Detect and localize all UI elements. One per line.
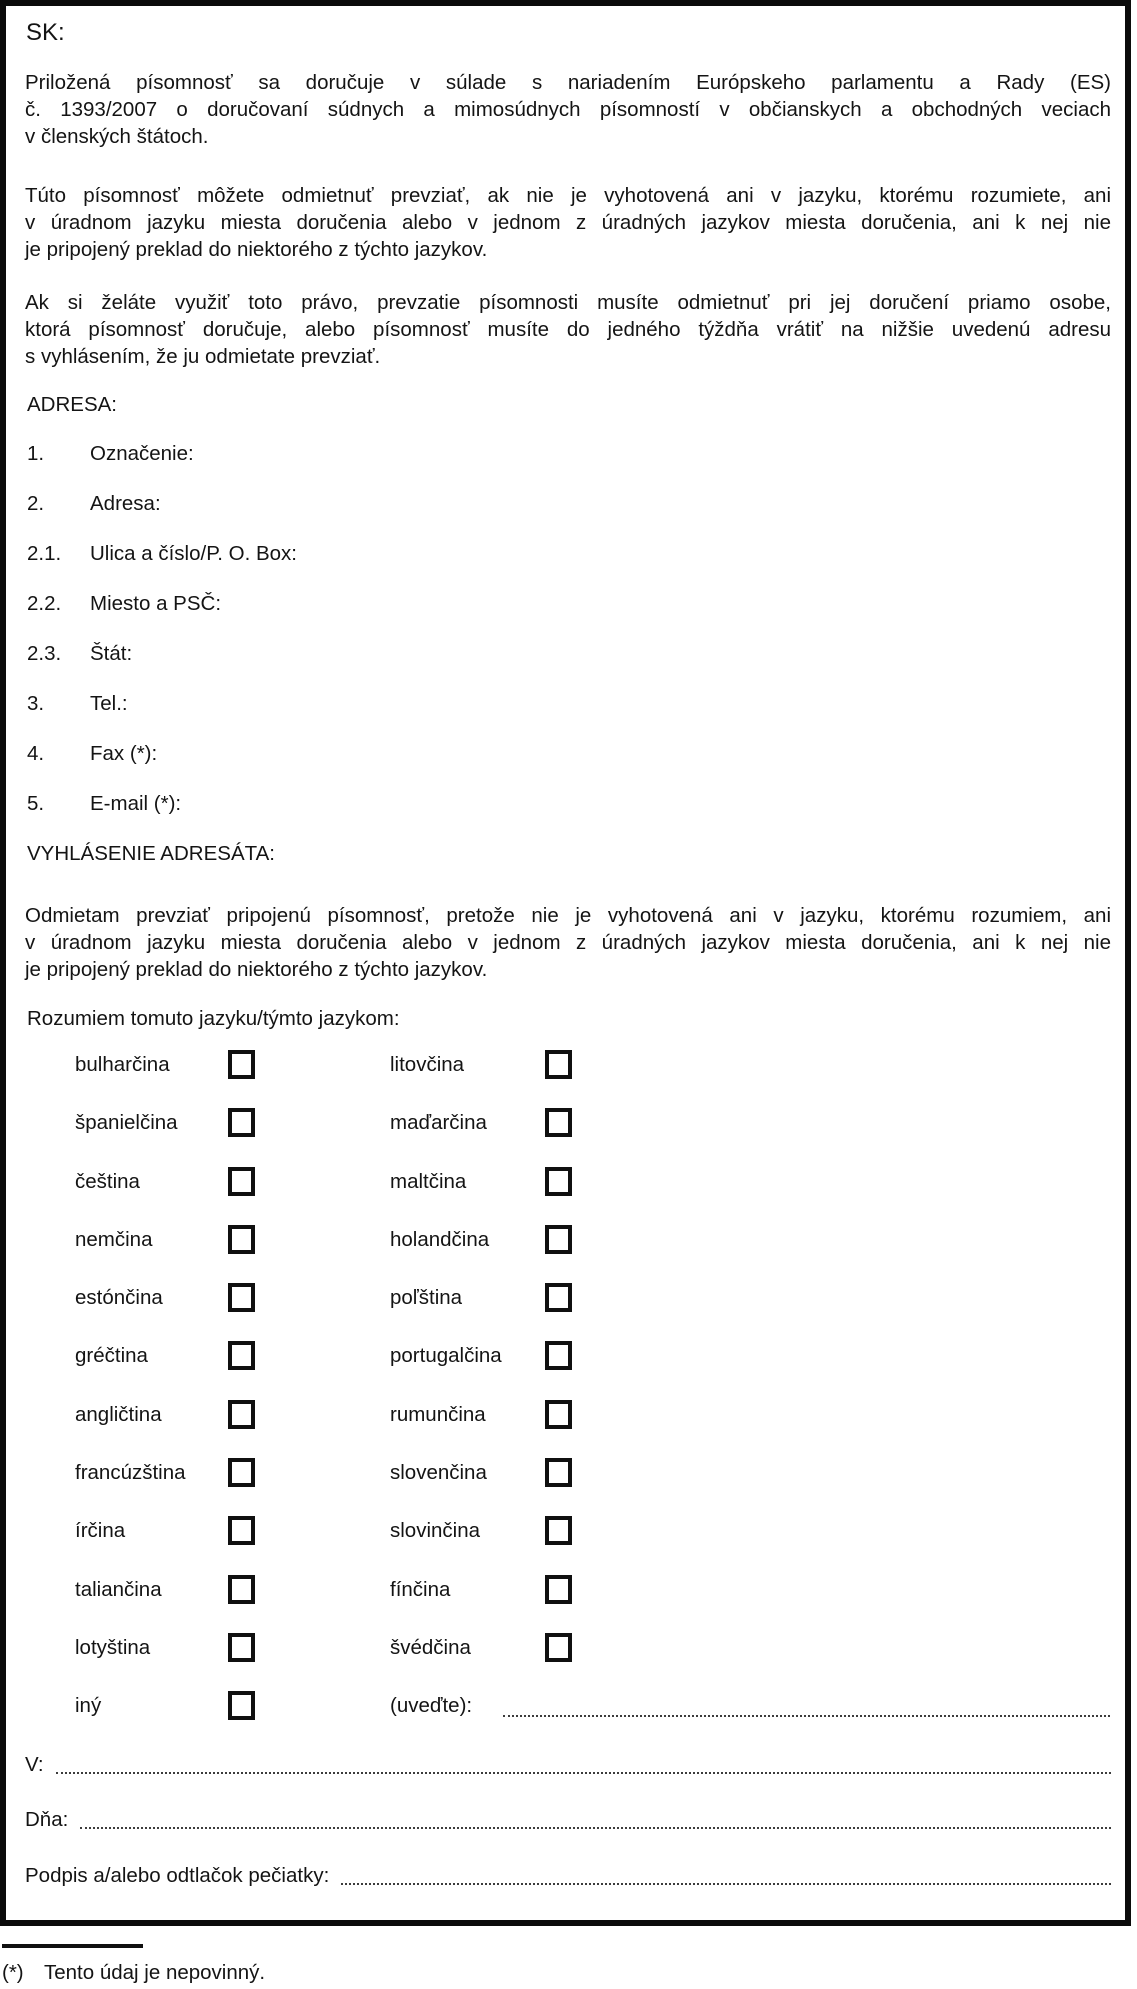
place-fill-line[interactable] xyxy=(56,1751,1111,1774)
checkbox-spanielcina[interactable] xyxy=(228,1108,255,1137)
paragraph-line: je pripojený preklad do niektorého z týchto jazykov. xyxy=(25,958,488,981)
language-label: slovenčina xyxy=(390,1461,487,1484)
paragraph-line: Priložená písomnosť sa doručuje v súlade s nariadením Európskeho parlamentu a Rady (ES) xyxy=(25,71,1111,94)
footnote-rule xyxy=(2,1944,143,1948)
address-field-label: Ulica a číslo/P. O. Box: xyxy=(90,542,297,565)
paragraph-line: Odmietam prevziať pripojenú písomnosť, pretože nie je vyhotovená ani v jazyku, ktorému rozumiem, ani xyxy=(25,904,1111,927)
paragraph-line: s vyhlásením, že ju odmietate prevziať. xyxy=(25,345,381,368)
address-field-row xyxy=(27,640,1107,667)
language-label: holandčina xyxy=(390,1228,490,1251)
signature-field-row xyxy=(25,1862,1111,1889)
intro-paragraph xyxy=(25,69,1111,150)
address-field-label: E-mail (*): xyxy=(90,792,182,815)
address-field-row xyxy=(27,540,1107,567)
language-label: estónčina xyxy=(75,1286,163,1309)
language-row xyxy=(75,1575,1115,1605)
address-field-label: Adresa: xyxy=(90,492,161,515)
place-label: V: xyxy=(25,1753,44,1776)
address-field-row xyxy=(27,440,1107,467)
address-field-number: 2.3. xyxy=(27,642,62,665)
checkbox-iny[interactable] xyxy=(228,1691,255,1720)
checkbox-estoncina[interactable] xyxy=(228,1283,255,1312)
address-field-label: Štát: xyxy=(90,642,133,665)
address-field-number: 2.1. xyxy=(27,542,62,565)
address-field-row xyxy=(27,490,1107,517)
language-label: poľština xyxy=(390,1286,463,1309)
address-field-number: 3. xyxy=(27,692,45,715)
language-label: rumunčina xyxy=(390,1403,486,1426)
address-field-number: 4. xyxy=(27,742,45,765)
checkbox-maltcina[interactable] xyxy=(545,1167,572,1196)
language-row xyxy=(75,1283,1115,1313)
address-field-row xyxy=(27,790,1107,817)
paragraph-line: v úradnom jazyku miesta doručenia alebo v jednom z úradných jazykov miesta doručenia, ani k nej nie xyxy=(25,931,1111,954)
language-label: bulharčina xyxy=(75,1053,170,1076)
language-label: švédčina xyxy=(390,1636,471,1659)
date-fill-line[interactable] xyxy=(80,1806,1111,1829)
language-label: angličtina xyxy=(75,1403,162,1426)
language-label: taliančina xyxy=(75,1578,162,1601)
language-row xyxy=(75,1108,1115,1138)
date-field-row xyxy=(25,1806,1111,1833)
language-label: portugalčina xyxy=(390,1344,502,1367)
paragraph-line: ktorá písomnosť doručuje, alebo písomnosť musíte do jedného týždňa vrátiť na nižšie uvedenú adresu xyxy=(25,318,1111,341)
checkbox-francuzstina[interactable] xyxy=(228,1458,255,1487)
date-label: Dňa: xyxy=(25,1808,69,1831)
address-field-number: 2.2. xyxy=(27,592,62,615)
language-label: gréčtina xyxy=(75,1344,148,1367)
checkbox-svedcina[interactable] xyxy=(545,1633,572,1662)
language-code-label: SK: xyxy=(26,19,65,46)
checkbox-nemcina[interactable] xyxy=(228,1225,255,1254)
address-field-number: 2. xyxy=(27,492,45,515)
language-label: litovčina xyxy=(390,1053,465,1076)
address-field-label: Označenie: xyxy=(90,442,194,465)
refusal-instructions-paragraph xyxy=(25,289,1111,370)
language-row xyxy=(75,1225,1115,1255)
language-row xyxy=(75,1167,1115,1197)
checkbox-litovcina[interactable] xyxy=(545,1050,572,1079)
paragraph-line: je pripojený preklad do niektorého z týchto jazykov. xyxy=(25,238,488,261)
address-field-label: Fax (*): xyxy=(90,742,158,765)
address-field-label: Tel.: xyxy=(90,692,128,715)
checkbox-polstina[interactable] xyxy=(545,1283,572,1312)
address-field-row xyxy=(27,740,1107,767)
language-label: nemčina xyxy=(75,1228,153,1251)
checkbox-slovincina[interactable] xyxy=(545,1516,572,1545)
language-row xyxy=(75,1050,1115,1080)
footnote-text: Tento údaj je nepovinný. xyxy=(44,1961,266,1984)
language-label: maltčina xyxy=(390,1170,467,1193)
languages-intro: Rozumiem tomuto jazyku/týmto jazykom: xyxy=(27,1007,400,1030)
language-row xyxy=(75,1341,1115,1371)
checkbox-rumuncina[interactable] xyxy=(545,1400,572,1429)
language-label: slovinčina xyxy=(390,1519,481,1542)
checkbox-anglictina[interactable] xyxy=(228,1400,255,1429)
refusal-right-paragraph xyxy=(25,182,1111,263)
language-label: írčina xyxy=(75,1519,126,1542)
address-field-number: 5. xyxy=(27,792,45,815)
language-label: iný xyxy=(75,1694,102,1717)
language-label: lotyština xyxy=(75,1636,151,1659)
language-label: fínčina xyxy=(390,1578,451,1601)
checkbox-grectina[interactable] xyxy=(228,1341,255,1370)
language-label: francúzština xyxy=(75,1461,186,1484)
language-label: španielčina xyxy=(75,1111,178,1134)
language-row xyxy=(75,1516,1115,1546)
address-field-number: 1. xyxy=(27,442,45,465)
other-language-fill-line[interactable] xyxy=(503,1691,1110,1717)
checkbox-cestina[interactable] xyxy=(228,1167,255,1196)
footnote-marker: (*) xyxy=(2,1961,24,1984)
declaration-heading: VYHLÁSENIE ADRESÁTA: xyxy=(27,842,275,865)
place-field-row xyxy=(25,1751,1111,1778)
declaration-paragraph xyxy=(25,902,1111,983)
language-label: čeština xyxy=(75,1170,140,1193)
address-field-label: Miesto a PSČ: xyxy=(90,592,222,615)
checkbox-holandcina[interactable] xyxy=(545,1225,572,1254)
checkbox-bulharcina[interactable] xyxy=(228,1050,255,1079)
language-label: maďarčina xyxy=(390,1111,487,1134)
paragraph-line: Ak si želáte využiť toto právo, prevzatie písomnosti musíte odmietnuť pri jej doručení priamo osobe, xyxy=(25,291,1111,314)
checkbox-taliancina[interactable] xyxy=(228,1575,255,1604)
checkbox-portugalcina[interactable] xyxy=(545,1341,572,1370)
footnote xyxy=(2,1960,1102,1986)
paragraph-line: č. 1393/2007 o doručovaní súdnych a mimosúdnych písomností v občianskych a obchodných veciach xyxy=(25,98,1111,121)
language-row xyxy=(75,1400,1115,1430)
checkbox-slovencina[interactable] xyxy=(545,1458,572,1487)
checkbox-ircina[interactable] xyxy=(228,1516,255,1545)
paragraph-line: v členských štátoch. xyxy=(25,125,209,148)
address-heading: ADRESA: xyxy=(27,393,117,416)
other-language-specify-label: (uveďte): xyxy=(390,1694,473,1717)
address-field-row xyxy=(27,690,1107,717)
checkbox-fincina[interactable] xyxy=(545,1575,572,1604)
signature-label: Podpis a/alebo odtlačok pečiatky: xyxy=(25,1864,330,1887)
checkbox-madarcina[interactable] xyxy=(545,1108,572,1137)
paragraph-line: v úradnom jazyku miesta doručenia alebo v jednom z úradných jazykov miesta doručenia, ani k nej nie xyxy=(25,211,1111,234)
language-row-other xyxy=(75,1691,1115,1721)
signature-fill-line[interactable] xyxy=(341,1862,1111,1885)
paragraph-line: Túto písomnosť môžete odmietnuť prevziať, ak nie je vyhotovená ani v jazyku, ktorému rozumiete, ani xyxy=(25,184,1111,207)
language-row xyxy=(75,1458,1115,1488)
address-field-row xyxy=(27,590,1107,617)
checkbox-lotystina[interactable] xyxy=(228,1633,255,1662)
language-row xyxy=(75,1633,1115,1663)
